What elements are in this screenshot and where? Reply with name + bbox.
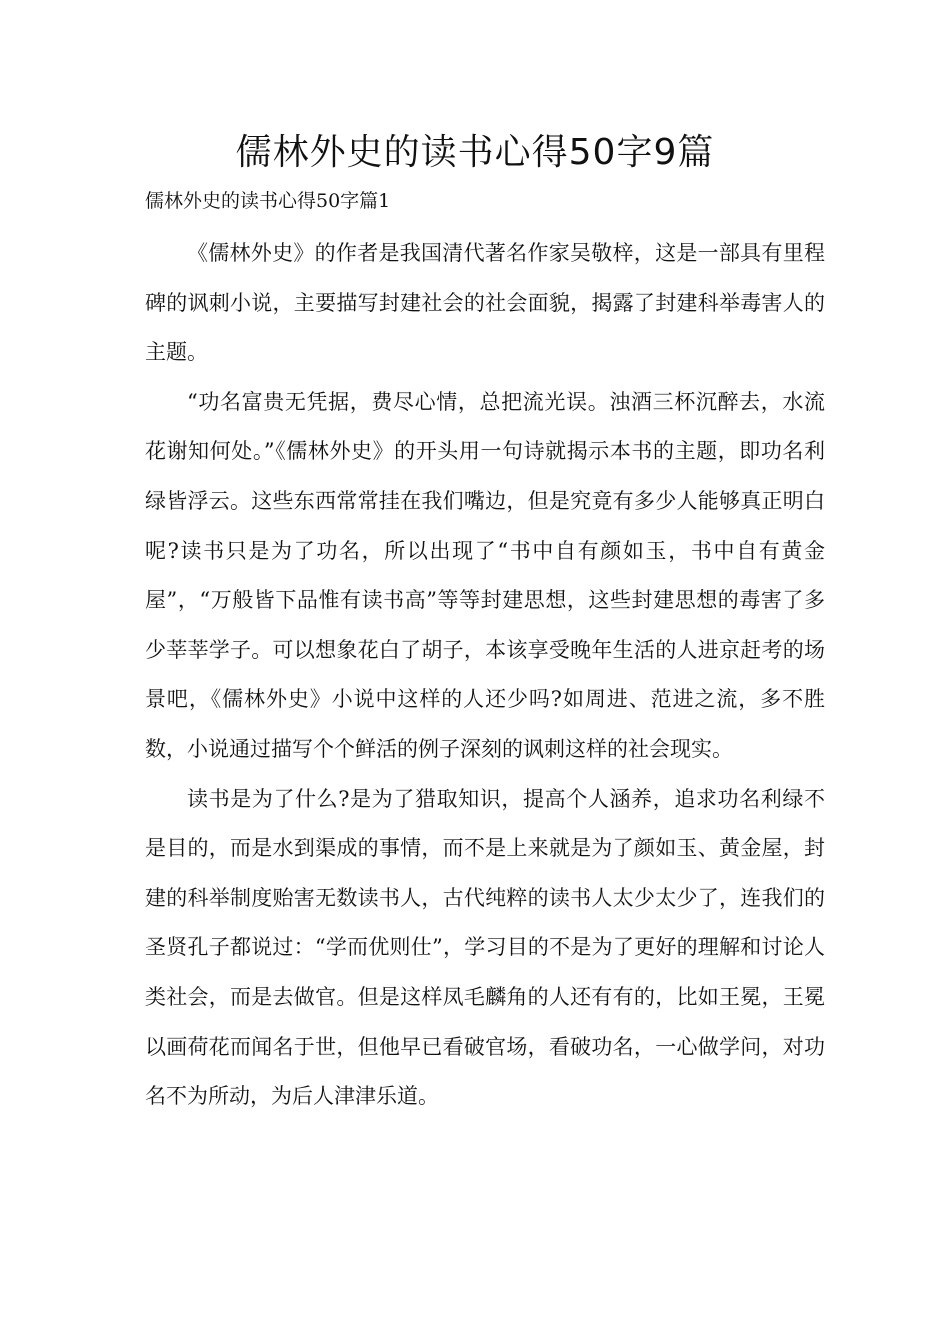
- document-body: [145, 229, 825, 1122]
- paragraph: 读书是为了什么?是为了猎取知识，提高个人涵养，追求功名利绿不是目的，而是水到渠成的事情，而不是上来就是为了颜如玉、黄金屋，封建的科举制度贻害无数读书人，古代纯粹的读书人太少太少了，连我们的圣贤孔子都说过：“学而优则仕”，学习目的不是为了更好的理解和讨论人类社会，而是去做官。但是这样凤毛麟角的人还有有的，比如王冕，王冕以画荷花而闻名于世，但他早已看破官场，看破功名，一心做学问，对功名不为所动，为后人津津乐道。: [145, 786, 825, 1109]
- section-heading: 儒林外史的读书心得50字篇1: [145, 190, 391, 212]
- document-title: 儒林外史的读书心得50字9篇: [235, 132, 715, 173]
- paragraph: “功名富贵无凭据，费尽心情，总把流光误。浊酒三杯沉醉去，水流花谢知何处。”《儒林外史》的开头用一句诗就揭示本书的主题，即功名利绿皆浮云。这些东西常常挂在我们嘴边，但是究竟有多少人能够真正明白呢?读书只是为了功名，所以出现了“书中自有颜如玉，书中自有黄金屋”，“万般皆下品惟有读书高”等等封建思想，这些封建思想的毒害了多少莘莘学子。可以想象花白了胡子，本该享受晚年生活的人进京赶考的场景吧，《儒林外史》小说中这样的人还少吗?如周进、范进之流，多不胜数，小说通过描写个个鲜活的例子深刻的讽刺这样的社会现实。: [145, 389, 825, 761]
- paragraph: 《儒林外史》的作者是我国清代著名作家吴敬梓，这是一部具有里程碑的讽刺小说，主要描写封建社会的社会面貌，揭露了封建科举毒害人的主题。: [145, 241, 825, 365]
